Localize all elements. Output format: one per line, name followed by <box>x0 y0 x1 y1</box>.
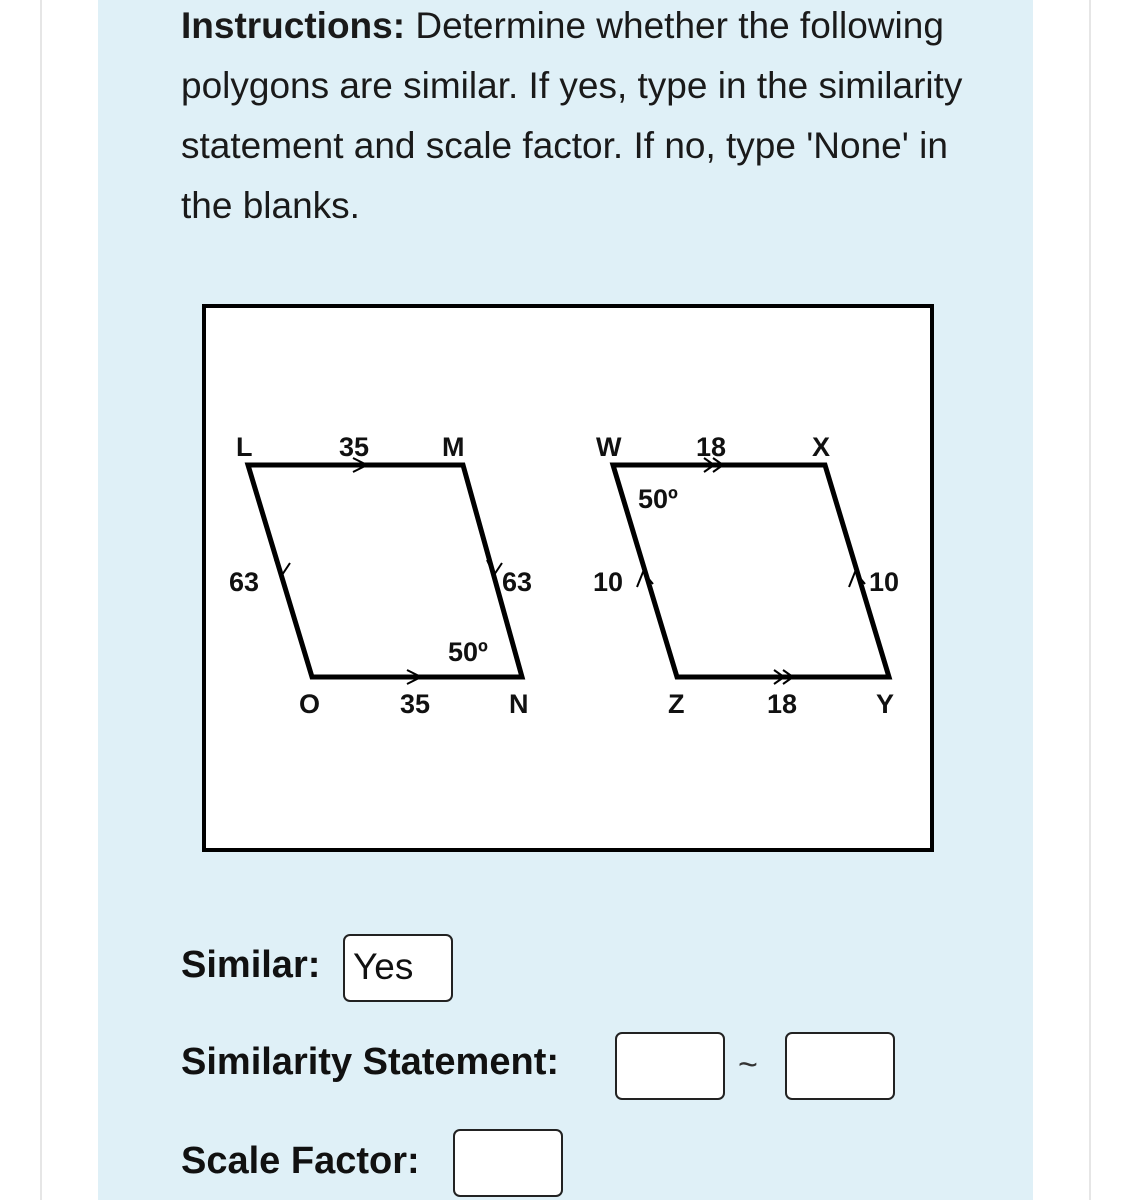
side-label-lm: 35 <box>339 432 370 462</box>
side-label-wx: 18 <box>696 432 727 462</box>
angle-label-n: 50º <box>448 637 488 667</box>
similarity-left-input[interactable] <box>615 1032 725 1100</box>
vertex-label-x: X <box>812 432 831 462</box>
similar-input[interactable]: Yes <box>343 934 453 1002</box>
side-label-lo: 63 <box>229 567 260 597</box>
scale-factor-input[interactable] <box>453 1129 563 1197</box>
vertex-label-o: O <box>299 689 321 719</box>
vertex-label-w: W <box>596 432 622 462</box>
side-label-zy: 18 <box>767 689 798 719</box>
vertex-label-z: Z <box>668 689 685 719</box>
instructions-lead: Instructions: <box>181 5 406 46</box>
similar-label: Similar: <box>181 944 321 986</box>
scale-factor-label: Scale Factor: <box>181 1140 420 1182</box>
vertex-label-y: Y <box>876 689 895 719</box>
polygon-diagram <box>202 304 934 852</box>
left-edge-divider <box>40 0 42 1200</box>
similarity-right-input[interactable] <box>785 1032 895 1100</box>
similarity-statement-label: Similarity Statement: <box>181 1041 559 1083</box>
polygon-figure <box>202 304 934 852</box>
instructions-text <box>181 0 981 236</box>
similarity-tilde: ~ <box>738 1046 758 1084</box>
side-label-on: 35 <box>400 689 431 719</box>
right-edge-divider <box>1089 0 1091 1200</box>
instructions-body: Determine whether the following polygons are similar. If yes, type in the similarity statement and scale factor. If no, type 'None' in the blanks. <box>181 5 963 226</box>
side-label-wz: 10 <box>593 567 624 597</box>
side-label-xy: 10 <box>869 567 900 597</box>
side-label-mn: 63 <box>502 567 533 597</box>
angle-label-w: 50º <box>638 484 678 514</box>
vertex-label-m: M <box>442 432 465 462</box>
vertex-label-l: L <box>236 432 253 462</box>
vertex-label-n: N <box>509 689 529 719</box>
